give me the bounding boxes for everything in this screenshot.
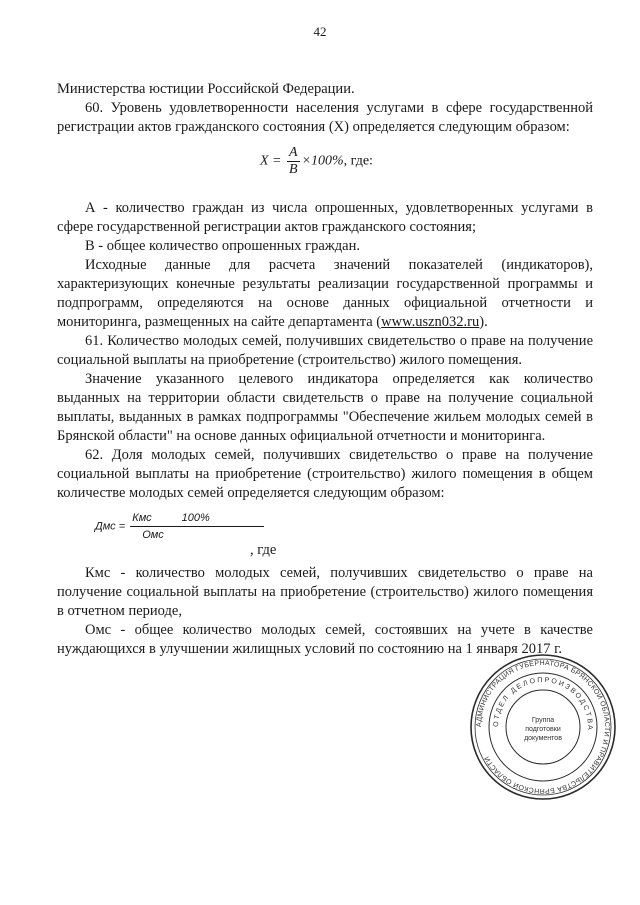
formula-denominator: Омс <box>142 529 164 541</box>
paragraph-legend <box>57 564 593 659</box>
formula-young-families <box>95 510 266 543</box>
formula-rhs: ×100% <box>301 153 344 169</box>
stamp-center-line2: подготовки <box>525 726 561 733</box>
paragraph-text: Министерства юстиции Российской Федерации. <box>57 81 355 97</box>
formula-multiplier: 100% <box>181 512 210 524</box>
paragraph-ministry <box>57 80 593 137</box>
formula-fraction <box>130 510 264 543</box>
paragraph-61: 61. Количество молодых семей, получивших свидетельство о праве на получение социальной выплаты на приобретение (строительство) жилого помещения. <box>57 333 593 368</box>
formula-numerator: Кмс <box>132 512 152 524</box>
paragraph-a-definition: А - количество граждан из числа опрошенных, удовлетворенных услугами в сфере государственной регистрации актов гражданского состояния; <box>57 200 593 235</box>
page-number: 42 <box>313 24 327 39</box>
paragraph-indicator-value: Значение указанного целевого индикатора определяется как количество выданных на территории области свидетельств о праве на получение социальной выплаты, выданных в рамках подпрограммы "Обеспечение жильем молодых семей в Брянской области" на основе данных официальной отчетности и мониторинга. <box>57 371 593 444</box>
paragraph-oms-definition: Омс - общее количество молодых семей, состоявших на учете в качестве нуждающихся в улучшении жилищных условий по состоянию на 1 января 2017 г. <box>57 622 593 657</box>
formula-numerator-row <box>130 510 264 527</box>
formula-suffix: , где: <box>343 153 373 169</box>
formula-suffix: , где <box>250 542 277 558</box>
official-stamp <box>468 652 618 802</box>
source-end: ). <box>479 314 488 330</box>
formula-lhs: X = <box>260 153 282 169</box>
formula-denominator: B <box>289 162 298 177</box>
paragraph-b-definition: В - общее количество опрошенных граждан. <box>85 238 360 254</box>
stamp-center-line1: Группа <box>531 717 555 724</box>
paragraph-60: 60. Уровень удовлетворенности населения услугами в сфере государственной регистрации актов гражданского состояния (X) определяется следующим образом: <box>57 100 593 135</box>
formula-lhs: Дмс = <box>95 520 126 533</box>
stamp-outer-text: АДМИНИСТРАЦИЯ ГУБЕРНАТОРА БРЯНСКОЙ ОБЛАСТИ И ПРАВИТЕЛЬСТВА БРЯНСКОЙ ОБЛАСТИ <box>475 659 611 795</box>
source-text: Исходные данные для расчета значений показателей (индикаторов), характеризующих конечные результаты реализации государственной программы и подпрограмм, определяются на основе данных официальной отчетности и мониторинга, размещенных на сайте департамента ( <box>57 257 593 330</box>
formula-numerator: A <box>289 145 298 160</box>
stamp-center-line3: документов <box>524 735 562 742</box>
paragraph-62: 62. Доля молодых семей, получивших свидетельство о праве на получение социальной выплаты на приобретение (строительство) жилого помещения в общем количестве молодых семей определяется следующим образом: <box>57 447 593 501</box>
paragraph-source-data <box>57 256 593 332</box>
formula-fraction <box>287 145 300 178</box>
formula-satisfaction <box>260 145 373 178</box>
paragraph-kms-definition: Кмс - количество молодых семей, получивших свидетельство о праве на получение социальной выплаты на приобретение (строительство) жилого помещения в отчетном периоде, <box>57 565 593 619</box>
paragraph-definitions <box>57 199 593 503</box>
site-link[interactable]: www.uszn032.ru <box>381 314 480 330</box>
stamp-ring-text: ОТДЕЛ ДЕЛОПРОИЗВОДСТВА <box>492 676 594 732</box>
